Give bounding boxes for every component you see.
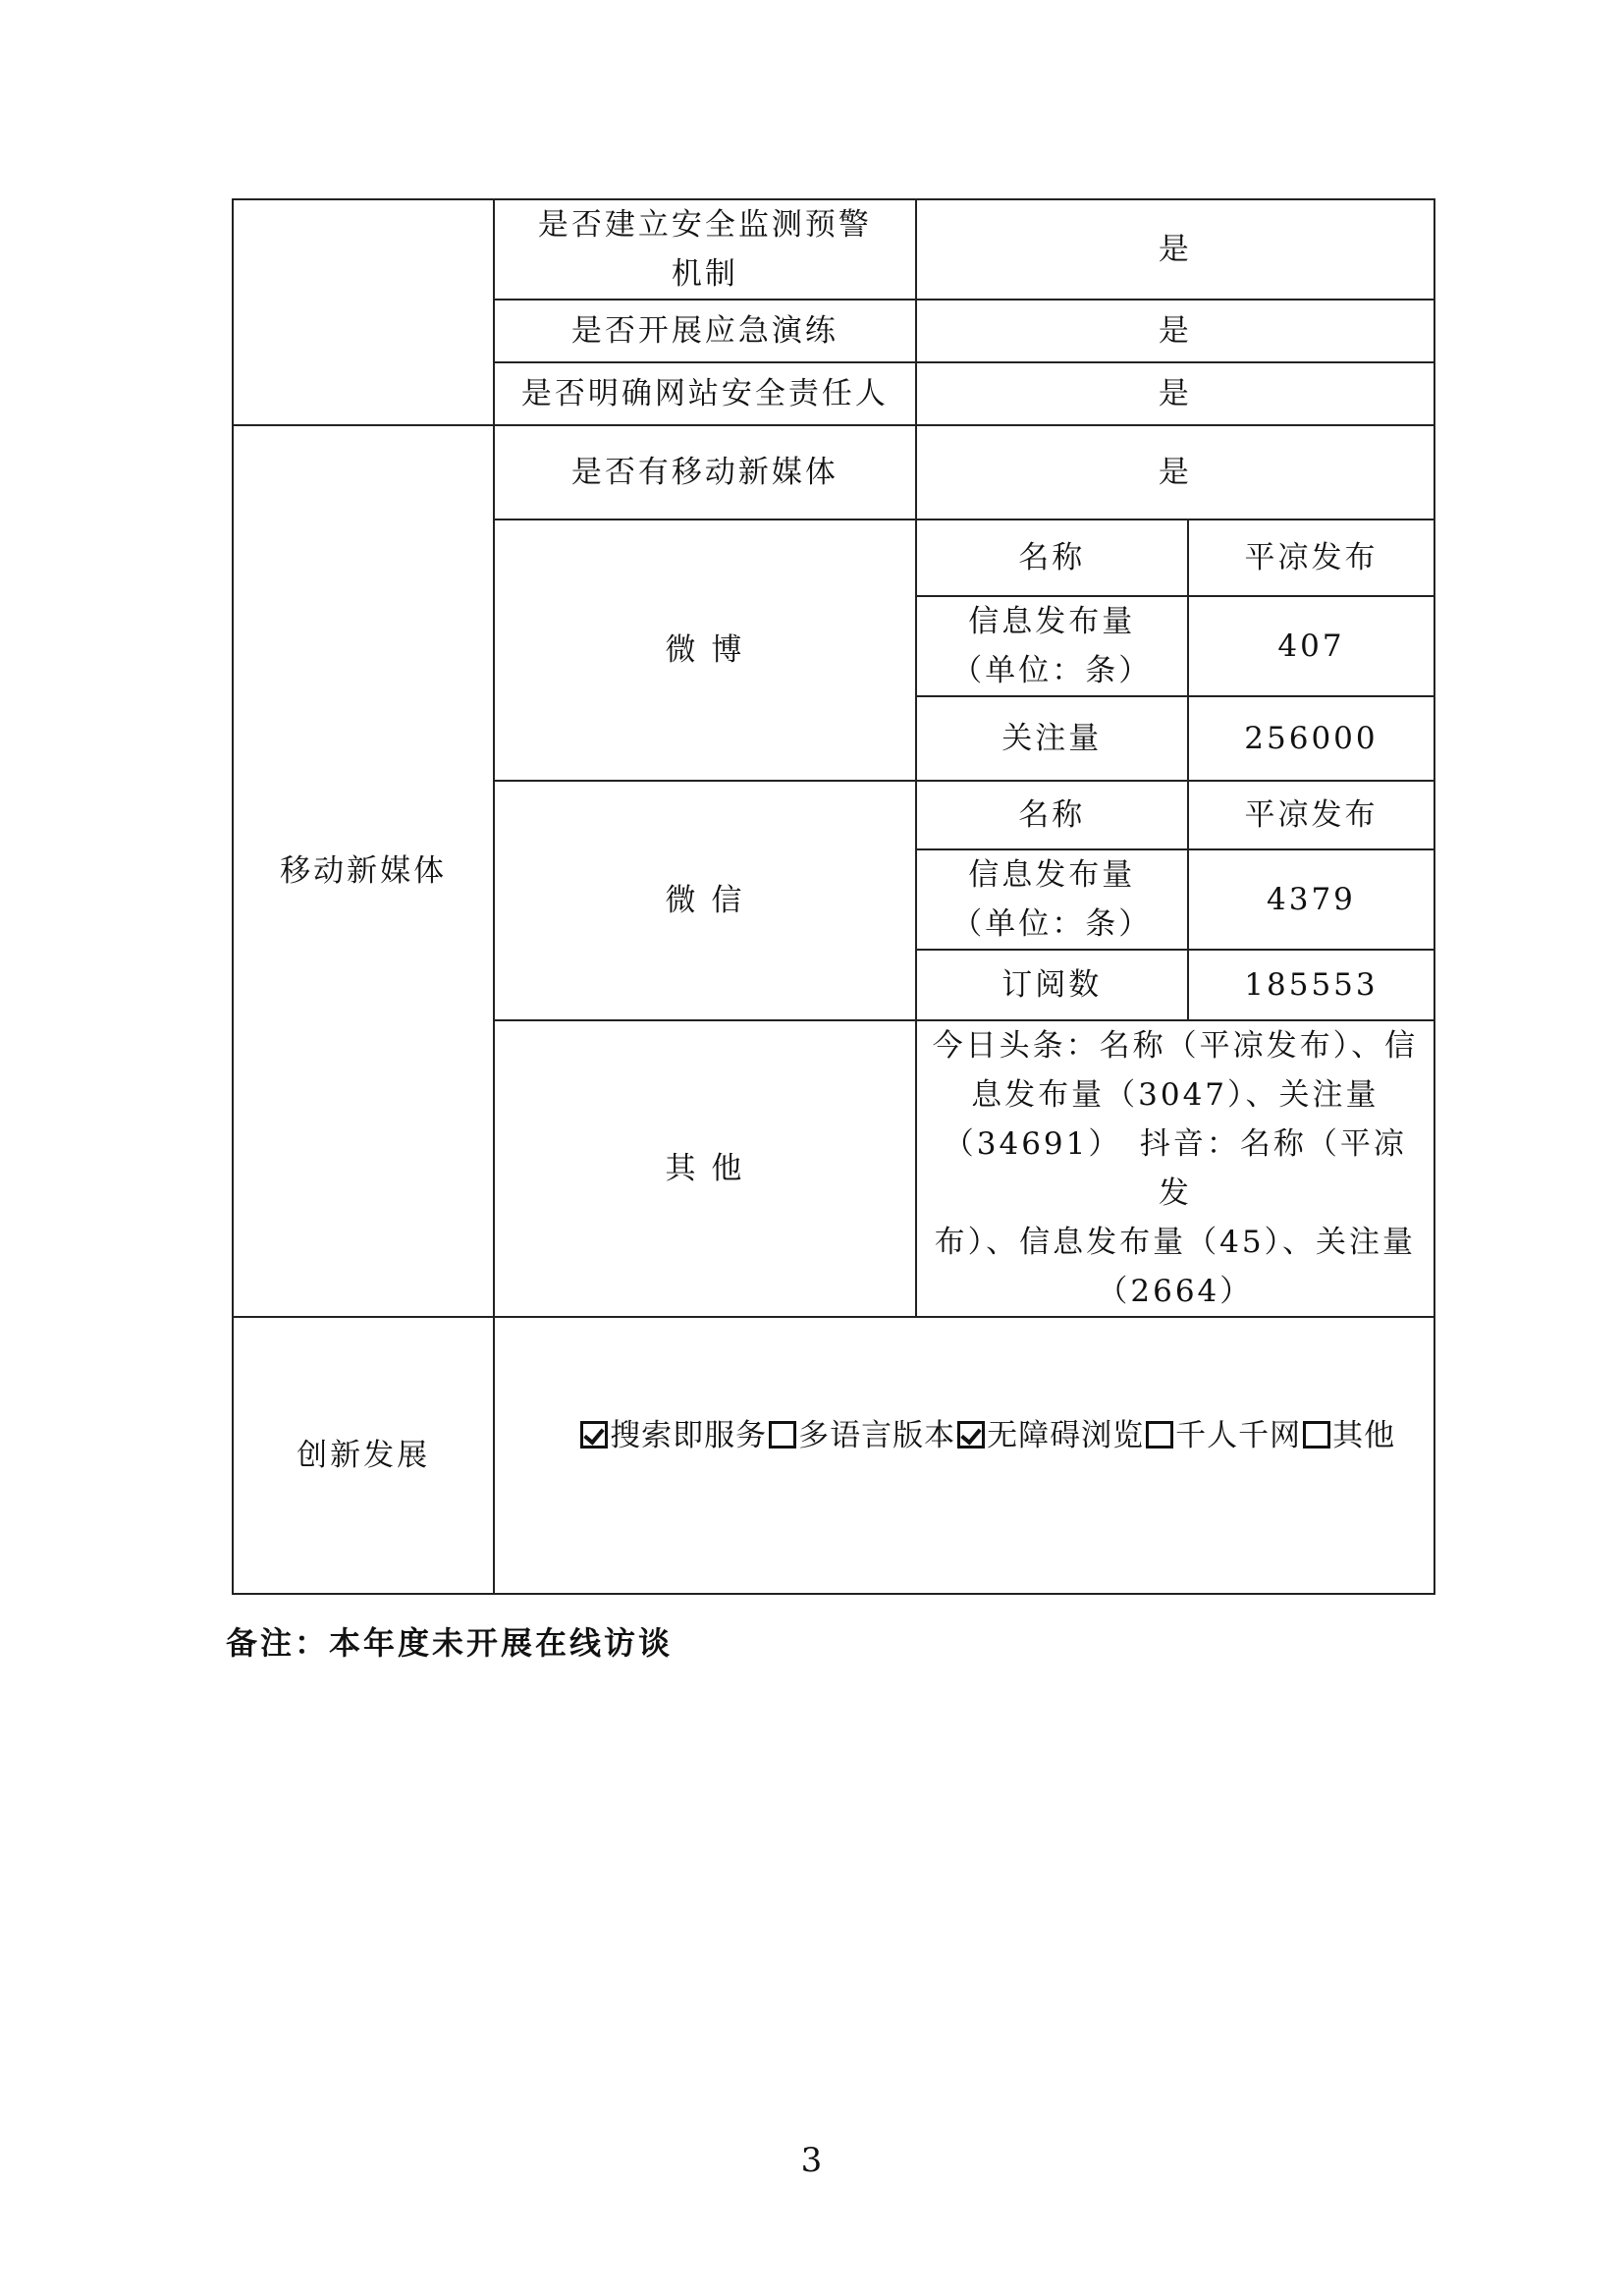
wechat-label: 微 信 — [494, 781, 916, 1020]
checkbox-unchecked-icon[interactable] — [1303, 1421, 1330, 1449]
security-monitor-label — [494, 199, 916, 300]
table-row — [233, 1317, 1434, 1594]
checkbox-checked-icon[interactable] — [957, 1421, 985, 1449]
other-line: 布）、信息发布量（45）、关注量 — [934, 1225, 1417, 1260]
label-line: （单位：条） — [951, 653, 1153, 688]
other-content — [916, 1020, 1434, 1317]
label-line: 是否建立安全监测预警 — [537, 207, 872, 243]
has-mobile-label: 是否有移动新媒体 — [494, 425, 916, 519]
checkbox-checked-icon[interactable] — [580, 1421, 608, 1449]
label-line: 信息发布量 — [968, 857, 1136, 893]
innovation-section-label: 创新发展 — [233, 1317, 494, 1594]
table-row — [233, 425, 1434, 519]
wechat-name-label: 名称 — [916, 781, 1188, 849]
emergency-drill-label: 是否开展应急演练 — [494, 300, 916, 362]
weibo-name-value: 平凉发布 — [1188, 519, 1434, 596]
has-mobile-value: 是 — [916, 425, 1434, 519]
option-label: 无障碍浏览 — [987, 1418, 1145, 1453]
weibo-posts-value: 407 — [1188, 596, 1434, 696]
other-line: （34691） 抖音：名称（平凉发 — [943, 1126, 1407, 1211]
wechat-sub-label: 订阅数 — [916, 950, 1188, 1020]
report-table — [232, 198, 1435, 1595]
security-monitor-value: 是 — [916, 199, 1434, 300]
weibo-label: 微 博 — [494, 519, 916, 781]
other-label: 其 他 — [494, 1020, 916, 1317]
label-line: 机制 — [671, 256, 738, 292]
option-label: 千人千网 — [1175, 1418, 1302, 1453]
wechat-name-value: 平凉发布 — [1188, 781, 1434, 849]
mobile-section-label: 移动新媒体 — [233, 425, 494, 1317]
label-line: 信息发布量 — [968, 604, 1136, 639]
weibo-name-label: 名称 — [916, 519, 1188, 596]
option-label: 多语言版本 — [798, 1418, 956, 1453]
remark-note: 备注：本年度未开展在线访谈 — [226, 1624, 674, 1662]
checkbox-unchecked-icon[interactable] — [769, 1421, 796, 1449]
wechat-sub-value: 185553 — [1188, 950, 1434, 1020]
label-line: （单位：条） — [951, 906, 1153, 942]
other-line: 今日头条：名称（平凉发布）、信 — [932, 1028, 1419, 1064]
emergency-drill-value: 是 — [916, 300, 1434, 362]
other-line: 息发布量（3047）、关注量 — [971, 1077, 1380, 1113]
weibo-follow-value: 256000 — [1188, 696, 1434, 781]
option-label: 其他 — [1332, 1418, 1396, 1453]
option-label: 搜索即服务 — [610, 1418, 768, 1453]
page-number: 3 — [800, 2141, 823, 2180]
weibo-posts-label — [916, 596, 1188, 696]
security-owner-value: 是 — [916, 362, 1434, 425]
innovation-options — [494, 1317, 1434, 1594]
other-line: （2664） — [1097, 1274, 1254, 1309]
wechat-posts-label — [916, 849, 1188, 950]
wechat-posts-value: 4379 — [1188, 849, 1434, 950]
security-owner-label: 是否明确网站安全责任人 — [494, 362, 916, 425]
table-row — [233, 199, 1434, 300]
weibo-follow-label: 关注量 — [916, 696, 1188, 781]
security-section-cell — [233, 199, 494, 425]
checkbox-unchecked-icon[interactable] — [1146, 1421, 1173, 1449]
